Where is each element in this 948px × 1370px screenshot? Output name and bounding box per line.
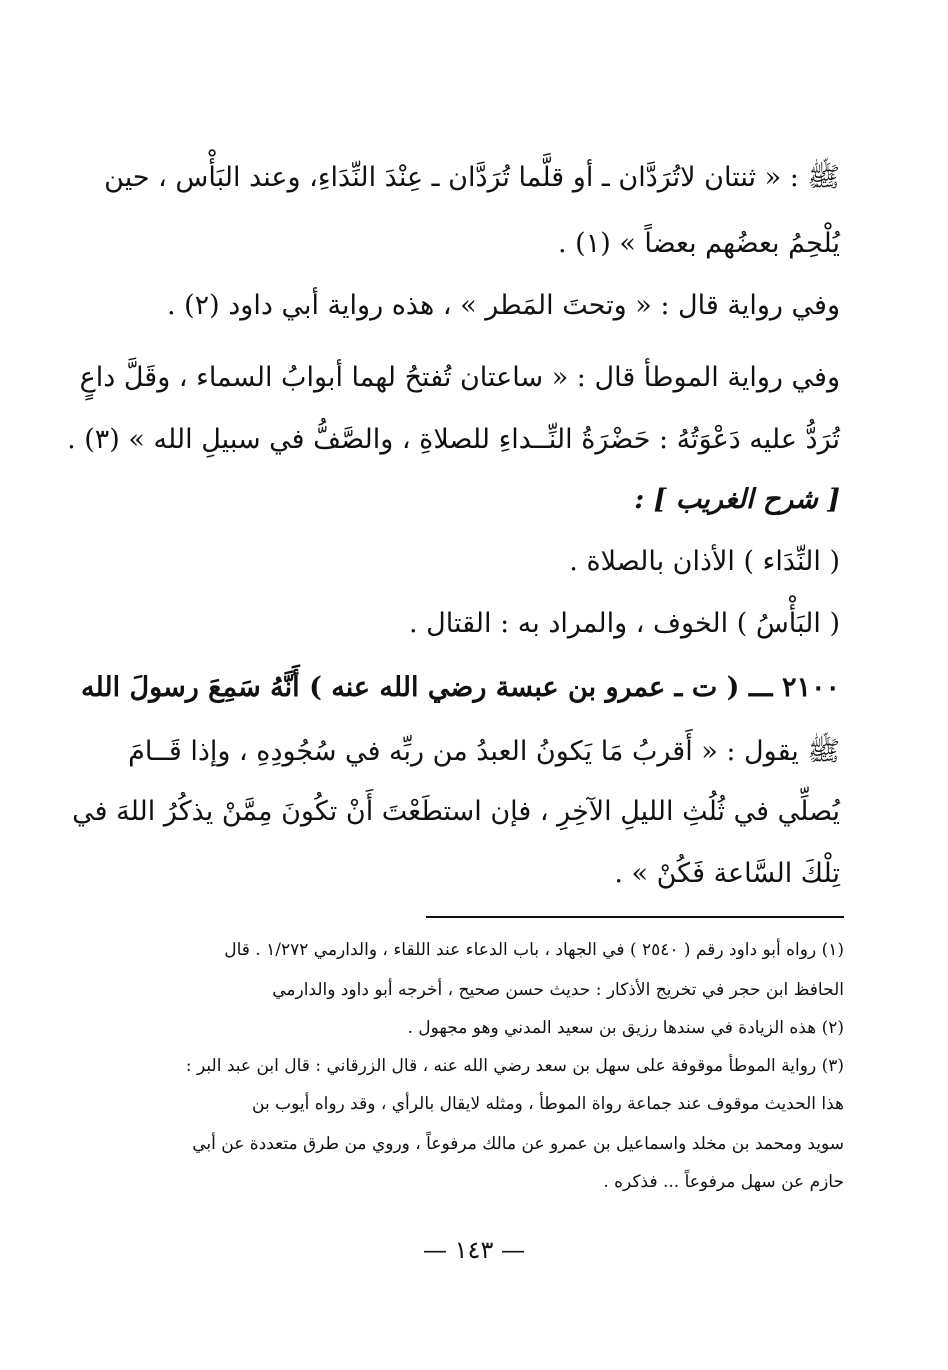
footnote-divider xyxy=(426,916,844,918)
footnote-3-line-4: حازم عن سهل مرفوعاً ... فذكره . xyxy=(603,1172,844,1192)
footnote-3-line-2: هذا الحديث موقوف عند جماعة رواة الموطأ ، ومثله لايقال بالرأي ، وقد رواه أيوب بن xyxy=(252,1094,844,1114)
footnote-1-line-2: الحافظ ابن حجر في تخريج الأذكار : حديث حسن صحيح ، أخرجه أبو داود والدارمي xyxy=(272,980,844,1000)
footnote-1-line-1: (١) رواه أبو داود رقم ( ٢٥٤٠ ) في الجهاد ، باب الدعاء عند اللقاء ، والدارمي ١/٢٧٢ . قال xyxy=(224,940,844,960)
body-line-2: يُلْحِمُ بعضُهم بعضاً » (١) . xyxy=(557,228,840,259)
section-heading-gharib: [ شرح الغريب ] : xyxy=(634,484,840,515)
body-line-1: ﷺ : « ثنتان لاتُرَدَّان ـ أو قلَّما تُرَدَّان ـ عِنْدَ النِّدَاءِ، وعند البَأْس ، حين xyxy=(104,162,840,193)
body-line-4: وفي رواية الموطأ قال : « ساعتان تُفتحُ لهما أبوابُ السماء ، وقَلَّ داعٍ xyxy=(79,362,840,393)
footnote-3-line-3: سويد ومحمد بن مخلد واسماعيل بن عمرو عن مالك مرفوعاً ، وروي من طرق متعددة عن أبي xyxy=(192,1134,844,1154)
body-line-12: تِلْكَ السَّاعة فَكُنْ » . xyxy=(614,858,840,889)
gloss-nidaa: ( النِّدَاء ) الأذان بالصلاة . xyxy=(569,546,840,577)
footnote-3-line-1: (٣) رواية الموطأ موقوفة على سهل بن سعد رضي الله عنه ، قال الزرقاني : قال ابن عبد البر : xyxy=(185,1056,844,1076)
body-line-10: ﷺ يقول : « أَقربُ مَا يَكونُ العبدُ من ربِّه في سُجُودِهِ ، وإذا قَــامَ xyxy=(128,736,840,767)
footnote-2: (٢) هذه الزيادة في سندها رزيق بن سعيد المدني وهو مجهول . xyxy=(407,1018,844,1038)
body-line-11: يُصلِّي في ثُلُثِ الليلِ الآخِرِ ، فإن استطَعْتَ أَنْ تكُونَ مِمَّنْ يذكُرُ اللهَ في xyxy=(72,796,840,827)
page-number: — ١٤٣ — xyxy=(423,1236,525,1264)
body-line-5: تُرَدُّ عليه دَعْوَتُهُ : حَضْرَةُ النِّــداءِ للصلاةِ ، والصَّفُّ في سبيلِ الله » (٣) . xyxy=(67,424,840,455)
body-line-3: وفي رواية قال : « وتحتَ المَطر » ، هذه رواية أبي داود (٢) . xyxy=(166,290,840,321)
hadith-number-line: ٢١٠٠ ـــ ( ت ـ عمرو بن عبسة رضي الله عنه ) أَنَّهُ سَمِعَ رسولَ الله xyxy=(81,672,840,703)
gloss-bas: ( البَأْسُ ) الخوف ، والمراد به : القتال . xyxy=(408,608,840,639)
